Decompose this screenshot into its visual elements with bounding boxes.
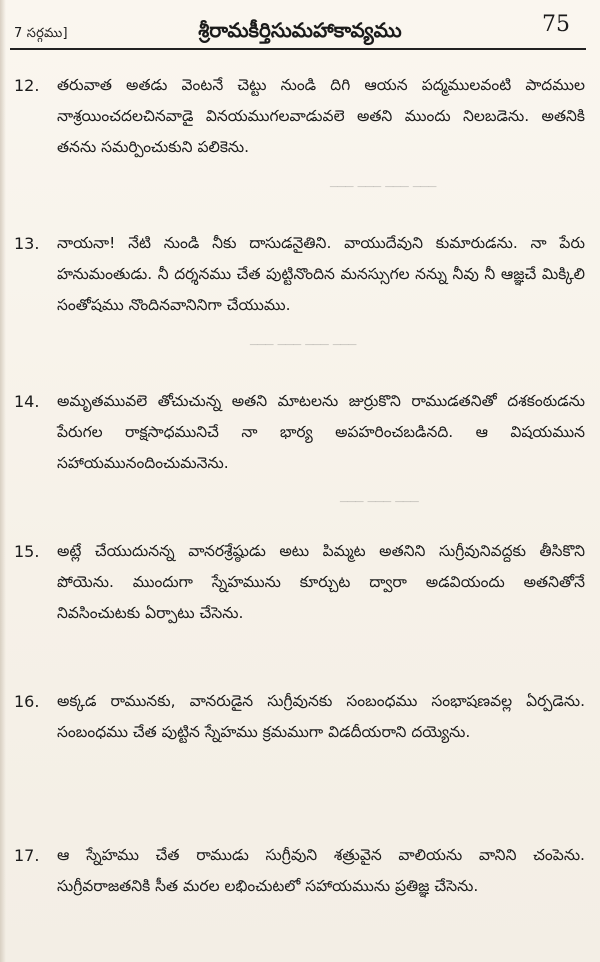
- verse-text: ఆ స్నేహము చేత రాముడు సుగ్రీవుని శత్రువైన వాలియను వానిని చంపెను. సుగ్రీవరాజతనికి సీత మరల లభించుటలో సహాయమును ప్రతిజ్ఞ చేసెను.: [57, 846, 585, 895]
- bleed-through-text: ─── ─── ───: [340, 495, 419, 510]
- verse-text: నాయనా! నేటి నుండి నీకు దాసుడనైతిని. వాయుదేవుని కుమారుడను. నా పేరు హనుమంతుడు. నీ దర్శనము చేత పుట్టినొందిన మనస్సుగల నన్ను నీవు నీ ఆజ్ఞచే మిక్కిలి సంతోషము నొందినవానినిగా చేయుము.: [57, 234, 585, 314]
- verse-number: 14.: [14, 392, 40, 411]
- page-header: [0, 12, 600, 46]
- bleed-through-text: ─── ─── ─── ───: [330, 180, 437, 195]
- verse-number: 12.: [14, 76, 40, 95]
- verse-number: 16.: [14, 692, 40, 711]
- verse-number: 17.: [14, 846, 40, 865]
- verse-text: తరువాత అతడు వెంటనే చెట్టు నుండి దిగి ఆయన పద్మములవంటి పాదముల నాశ్రయించదలచినవాడై వినయముగలవాడువలె అతని ముందు నిలబడెను. అతనికి తనను సమర్పించుకుని పలికెను.: [57, 76, 585, 156]
- page-binding-shadow: [0, 0, 6, 962]
- chapter-label: 7 సర్గము]: [14, 26, 68, 41]
- verse-number: 13.: [14, 234, 40, 253]
- verse-number: 15.: [14, 542, 40, 561]
- bleed-through-text: ─── ─── ─── ───: [250, 338, 357, 353]
- verse-text: అమృతమువలె తోచుచున్న అతని మాటలను జుర్రుకొని రాముడతనితో దశకంఠుడను పేరుగల రాక్షసాధమునిచే నా భార్య అపహరించబడినది. ఆ విషయమున సహాయమునందించుమనెను.: [57, 392, 585, 472]
- verse-text: అట్లే చేయుదునన్న వానరశ్రేష్ఠుడు అటు పిమ్మట అతనిని సుగ్రీవునివద్దకు తీసికొని పోయెను. ముందుగా స్నేహమును కూర్చుట ద్వారా అడవియందు అతనితోనే నివసించుటకు ఏర్పాటు చేసెను.: [57, 542, 585, 622]
- verse-text: అక్కడ రామునకు, వానరుడైన సుగ్రీవునకు సంబంధము సంభాషణవల్ల ఏర్పడెను. సంబంధము చేత పుట్టిన స్నేహము క్రమముగా విడదీయరాని దయ్యెను.: [57, 692, 585, 741]
- page-number: 75: [542, 12, 570, 37]
- header-rule: [10, 48, 586, 50]
- book-title: శ్రీరామకీర్తిసుమహాకావ్యము: [198, 18, 402, 42]
